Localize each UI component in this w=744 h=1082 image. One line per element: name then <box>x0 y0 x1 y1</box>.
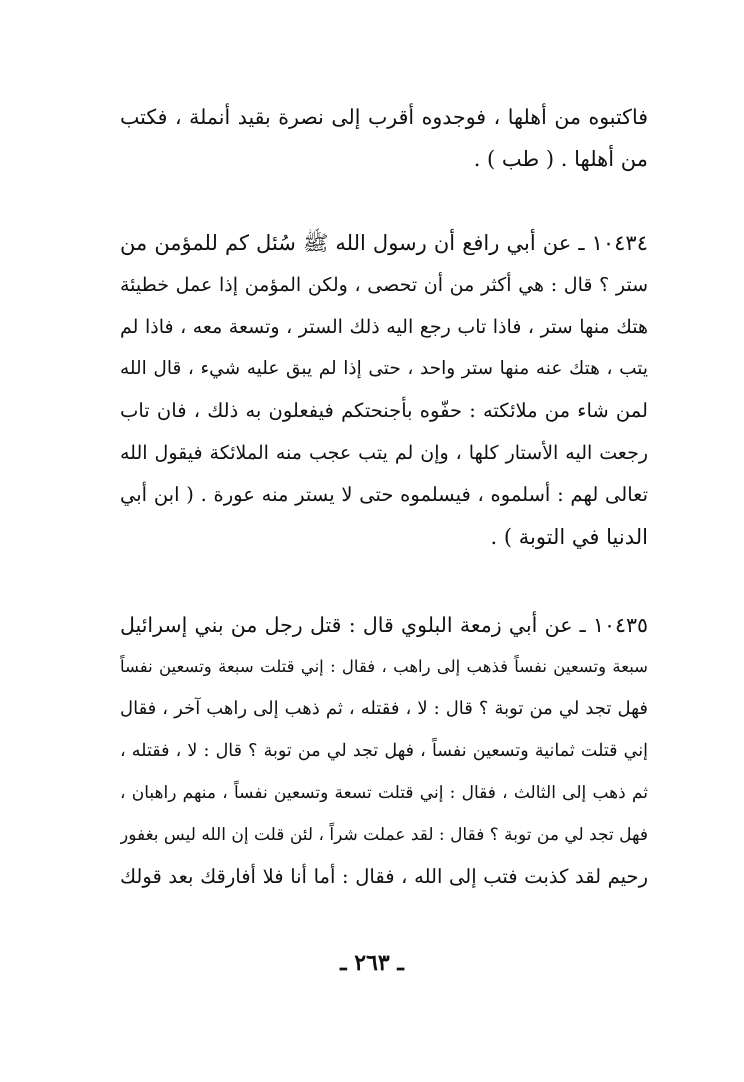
text-line: ستر ؟ قال : هي أكثر من أن تحصى ، ولكن المؤمن إذا عمل خطيئة <box>120 274 648 296</box>
hadith-10434-paragraph <box>120 222 648 558</box>
text-line: إني قتلت ثمانية وتسعين نفساً ، فهل تجد لي من توبة ؟ قال : لا ، فقتله ، <box>120 741 648 761</box>
text-line: هتك منها ستر ، فاذا تاب رجع اليه ذلك الستر ، وتسعة معه ، فاذا لم <box>120 316 648 338</box>
text-line: فهل تجد لي من توبة ؟ فقال : لقد عملت شراً ، لئن قلت إن الله ليس بغفور <box>120 825 648 845</box>
text-line: فهل تجد لي من توبة ؟ قال : لا ، فقتله ، ثم ذهب إلى راهب آخر ، فقال <box>120 698 648 719</box>
hadith-10435-paragraph <box>120 604 648 898</box>
text-line: ١٠٤٣٤ ـ عن أبي رافع أن رسول الله ﷺ سُئل كم للمؤمن من <box>120 231 648 255</box>
text-line: سبعة وتسعين نفساً فذهب إلى راهب ، فقال : إني قتلت سبعة وتسعين نفساً <box>120 657 648 676</box>
text-line: من أهلها . ( طب ) . <box>473 147 648 171</box>
text-line: الدنيا في التوبة ) . <box>490 525 648 549</box>
page-number: ـ ٢٦٣ ـ <box>340 950 404 976</box>
text-line: فاكتبوه من أهلها ، فوجدوه أقرب إلى نصرة بقيد أنملة ، فكتب <box>120 105 648 129</box>
text-line: ١٠٤٣٥ ـ عن أبي زمعة البلوي قال : قتل رجل من بني إسرائيل <box>120 613 648 637</box>
text-line: لمن شاء من ملائكته : حفّوه بأجنحتكم فيفعلون به ذلك ، فان تاب <box>120 399 648 422</box>
text-line: رجعت اليه الأستار كلها ، وإن لم يتب عجب منه الملائكة فيقول الله <box>120 442 648 464</box>
continuation-paragraph <box>120 96 648 180</box>
text-line: رحيم لقد كذبت فتب إلى الله ، فقال : أما أنا فلا أفارقك بعد قولك <box>120 865 648 888</box>
text-line: يتب ، هتك عنه منها ستر واحد ، حتى إذا لم يبق عليه شيء ، قال الله <box>120 358 648 379</box>
text-line: تعالى لهم : أسلموه ، فيسلموه حتى لا يستر منه عورة . ( ابن أبي <box>120 483 648 506</box>
text-line: ثم ذهب إلى الثالث ، فقال : إني قتلت تسعة وتسعين نفساً ، منهم راهبان ، <box>120 783 648 803</box>
